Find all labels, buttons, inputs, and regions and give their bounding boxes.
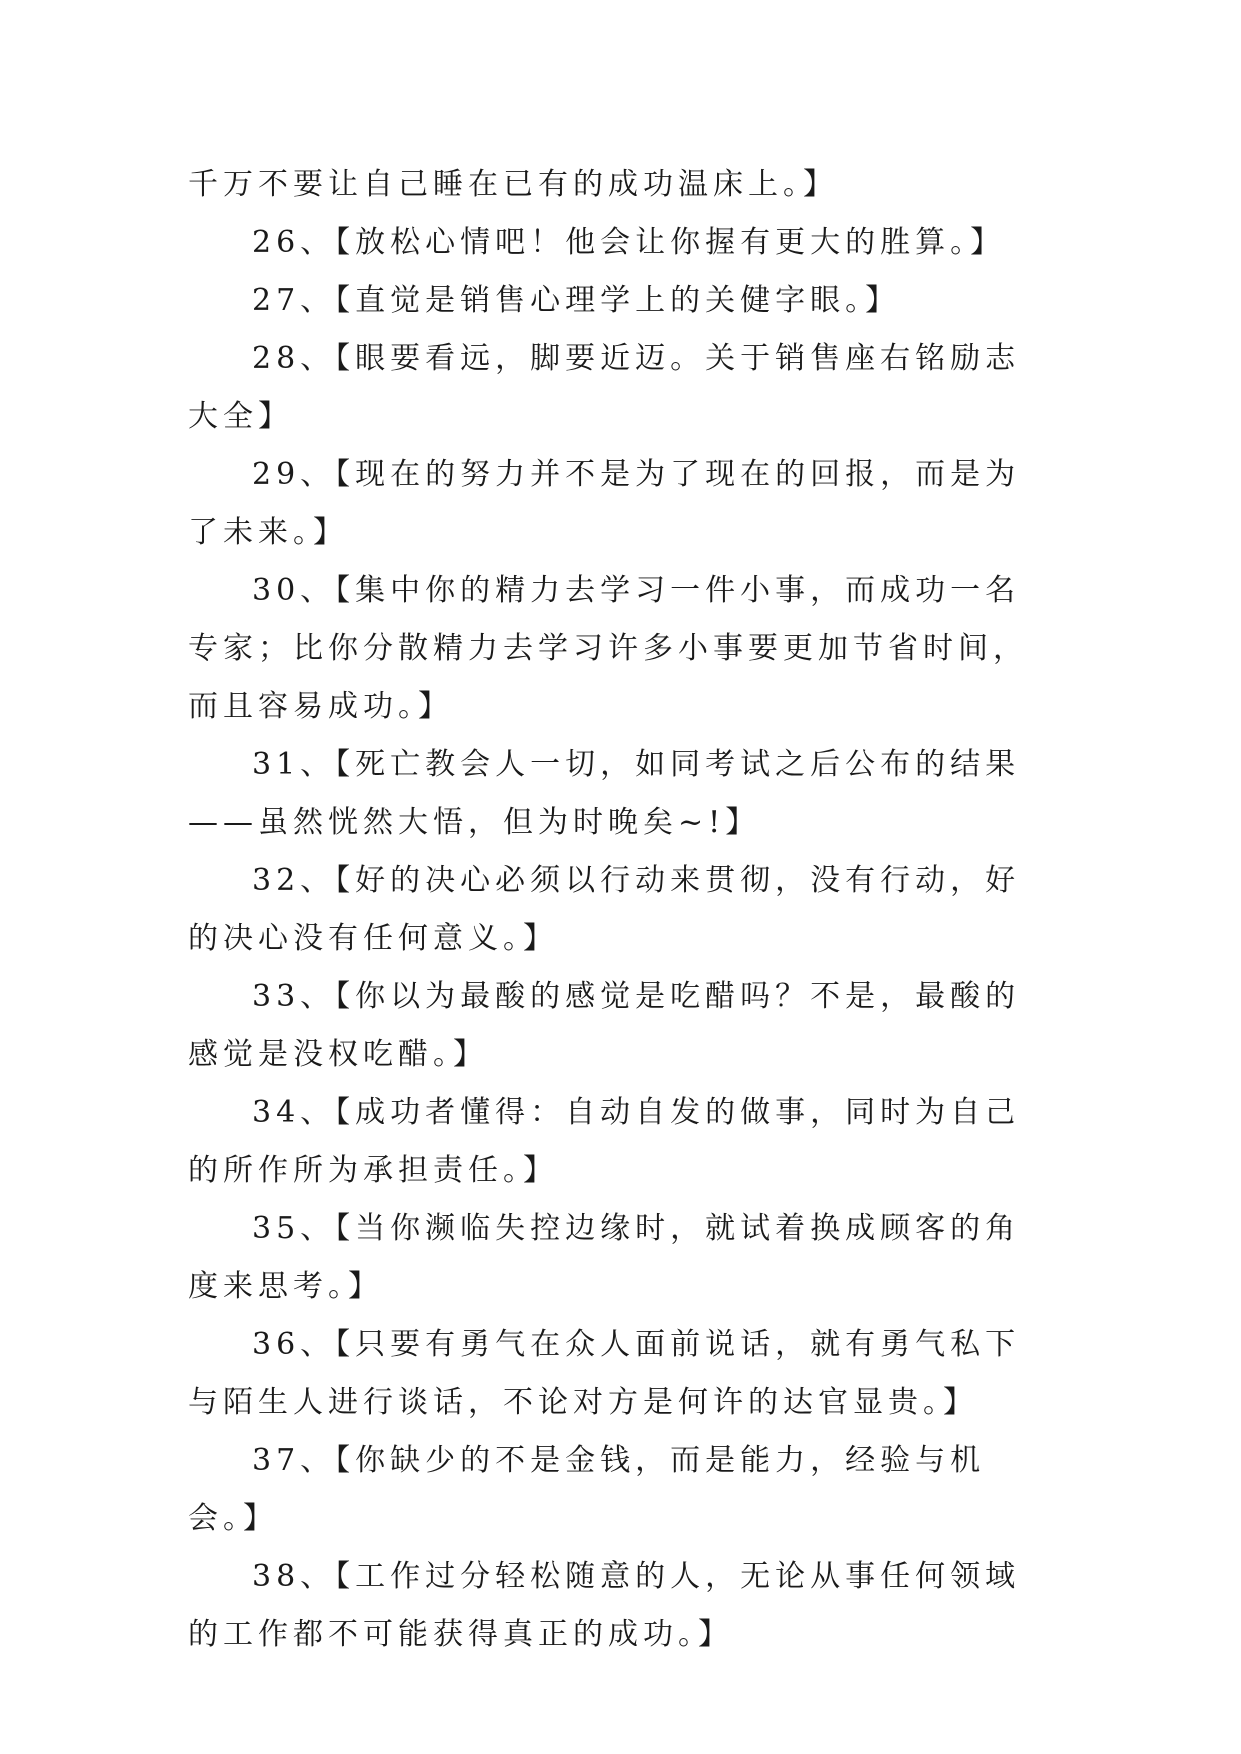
paragraph-31: 31、【死亡教会人一切，如同考试之后公布的结果——虽然恍然大悟，但为时晚矣~!】	[188, 747, 1021, 840]
paragraph-27: 27、【直觉是销售心理学上的关健字眼。】	[252, 283, 901, 318]
paragraph-35: 35、【当你濒临失控边缘时，就试着换成顾客的角度来思考。】	[188, 1211, 1021, 1304]
paragraph-36: 36、【只要有勇气在众人面前说话，就有勇气私下与陌生人进行谈话，不论对方是何许的达官显贵。】	[188, 1327, 1021, 1420]
paragraph-29: 29、【现在的努力并不是为了现在的回报，而是为了未来。】	[188, 457, 1021, 550]
paragraph-33: 33、【你以为最酸的感觉是吃醋吗？不是，最酸的感觉是没权吃醋。】	[188, 979, 1021, 1072]
document-body	[188, 156, 1050, 1664]
paragraph-34: 34、【成功者懂得：自动自发的做事，同时为自己的所作所为承担责任。】	[188, 1095, 1021, 1188]
paragraph-26: 26、【放松心情吧！他会让你握有更大的胜算。】	[252, 225, 1006, 260]
paragraph-30: 30、【集中你的精力去学习一件小事，而成功一名专家；比你分散精力去学习许多小事要更加节省时间，而且容易成功。】	[188, 573, 1028, 724]
paragraph-continuation: 千万不要让自己睡在已有的成功温床上。】	[188, 167, 838, 202]
paragraph-37: 37、【你缺少的不是金钱，而是能力，经验与机会。】	[188, 1443, 986, 1536]
paragraph-32: 32、【好的决心必须以行动来贯彻，没有行动，好的决心没有任何意义。】	[188, 863, 1021, 956]
paragraph-38: 38、【工作过分轻松随意的人，无论从事任何领域的工作都不可能获得真正的成功。】	[188, 1559, 1021, 1652]
paragraph-28: 28、【眼要看远，脚要近迈。关于销售座右铭励志大全】	[188, 341, 1021, 434]
